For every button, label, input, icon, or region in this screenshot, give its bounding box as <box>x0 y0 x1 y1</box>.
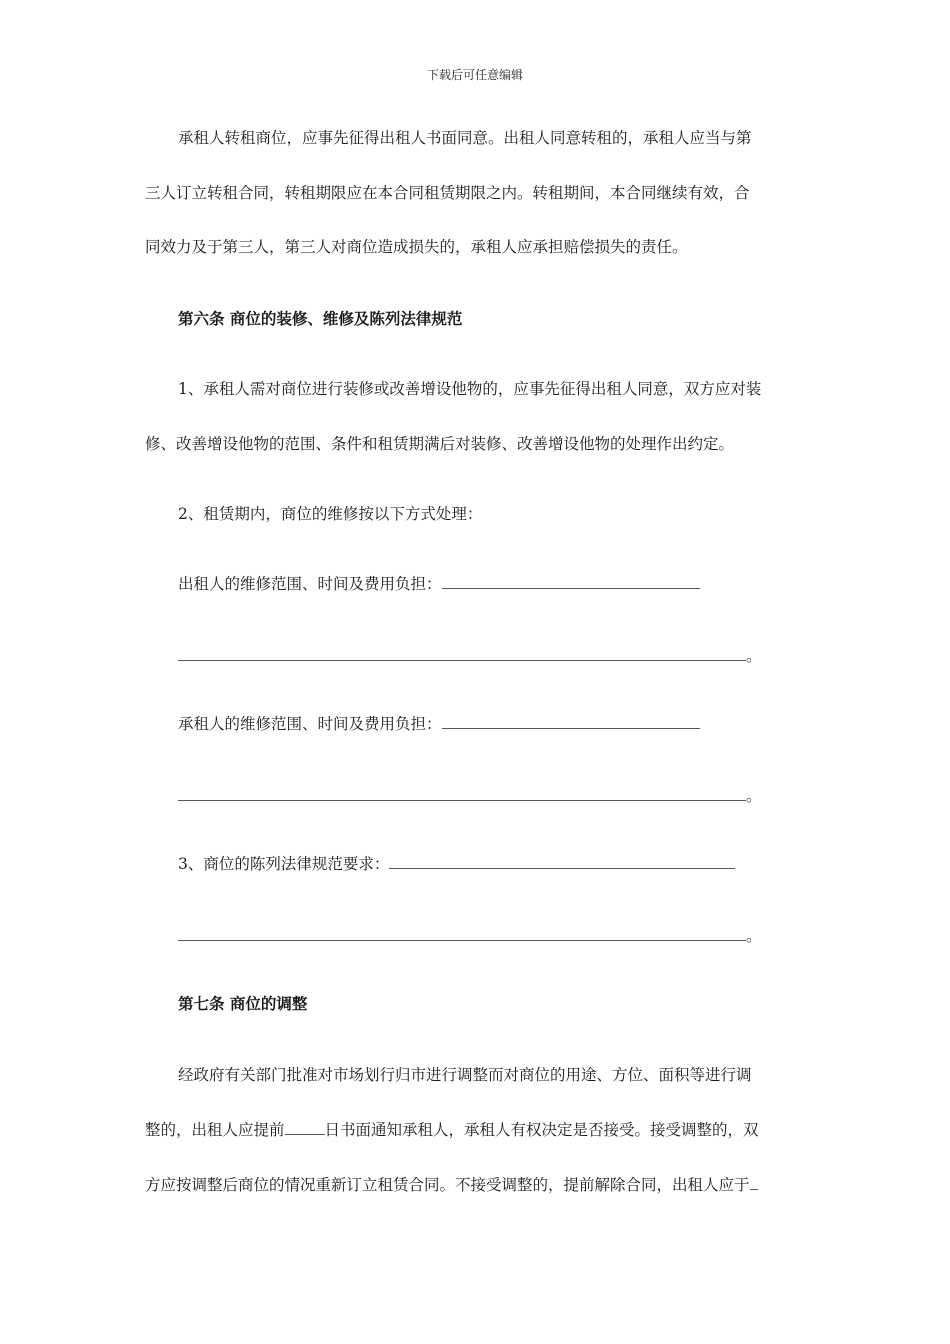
paragraph-line <box>145 1120 759 1140</box>
lessor-maintenance-blank[interactable] <box>442 574 700 589</box>
page-header: 下载后可任意编辑 <box>426 68 523 82</box>
paragraph-line <box>145 1175 758 1195</box>
lessee-maintenance-blank-line[interactable] <box>178 800 746 801</box>
paragraph-line: 修、改善增设他物的范围、条件和租赁期满后对装修、改善增设他物的处理作出约定。 <box>145 435 735 453</box>
end-mark: 。 <box>746 647 762 665</box>
lessee-maintenance-blank[interactable] <box>442 714 700 729</box>
display-norms-label <box>178 854 735 874</box>
lessee-maintenance-label <box>178 714 700 734</box>
article-6-title: 第六条 商位的装修、维修及陈列法律规范 <box>178 309 463 328</box>
trailing-blank[interactable] <box>750 1175 758 1190</box>
paragraph-line: 承租人转租商位，应事先征得出租人书面同意。出租人同意转租的，承租人应当与第 <box>178 129 752 147</box>
end-mark: 。 <box>746 927 762 945</box>
paragraph-line: 同效力及于第三人，第三人对商位造成损失的，承租人应承担赔偿损失的责任。 <box>145 238 688 256</box>
paragraph-text: 方应按调整后商位的情况重新订立租赁合同。不接受调整的，提前解除合同，出租人应于 <box>145 1176 750 1194</box>
lessor-maintenance-blank-line[interactable] <box>178 660 746 661</box>
display-norms-text: 3、商位的陈列法律规范要求： <box>178 855 390 873</box>
paragraph-text: 日书面通知承租人，承租人有权决定是否接受。接受调整的，双 <box>324 1121 759 1139</box>
lessor-maintenance-text: 出租人的维修范围、时间及费用负担： <box>178 575 442 593</box>
display-norms-blank-line[interactable] <box>178 940 746 941</box>
lessee-maintenance-text: 承租人的维修范围、时间及费用负担： <box>178 715 442 733</box>
notice-days-blank[interactable] <box>285 1120 325 1135</box>
paragraph-line: 经政府有关部门批准对市场划行归市进行调整而对商位的用途、方位、面积等进行调 <box>178 1066 752 1084</box>
paragraph-line: 2、租赁期内，商位的维修按以下方式处理： <box>178 505 483 523</box>
paragraph-line: 三人订立转租合同，转租期限应在本合同租赁期限之内。转租期间，本合同继续有效，合 <box>145 184 750 202</box>
paragraph-line: 1、承租人需对商位进行装修或改善增设他物的，应事先征得出租人同意，双方应对装 <box>178 380 762 398</box>
article-7-title: 第七条 商位的调整 <box>178 994 308 1013</box>
end-mark: 。 <box>746 787 762 805</box>
display-norms-blank[interactable] <box>389 854 735 869</box>
lessor-maintenance-label <box>178 574 700 594</box>
paragraph-text: 整的，出租人应提前 <box>145 1121 285 1139</box>
